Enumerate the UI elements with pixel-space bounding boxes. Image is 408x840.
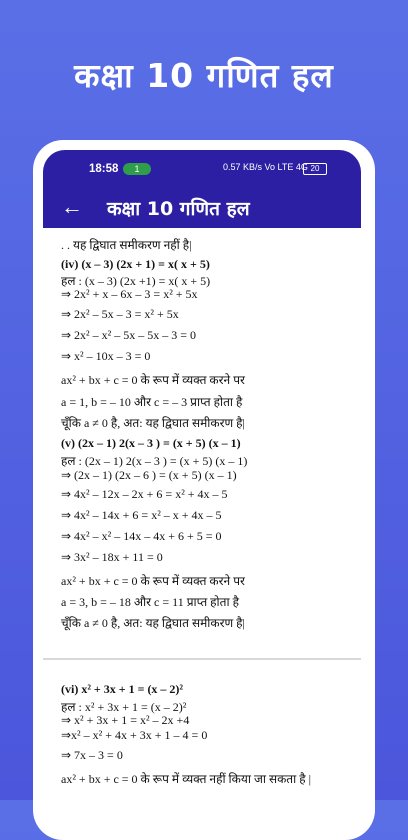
battery-icon: 20 <box>303 163 327 175</box>
question-heading: (v) (2x – 1) 2(x – 3 ) = (x + 5) (x – 1) <box>61 436 241 450</box>
content-line: a = 3, b = – 18 और c = 11 प्राप्त होता है <box>61 595 239 609</box>
content-line: ⇒ x² + 3x + 1 = x² – 2x +4 <box>61 713 190 727</box>
app-screen <box>43 150 361 800</box>
app-bar <box>43 186 361 228</box>
content-line: ⇒ 4x² – 14x + 6 = x² – x + 4x – 5 <box>61 508 222 522</box>
content-line: ax² + bx + c = 0 के रूप में व्यक्त करने पर <box>61 373 245 387</box>
content-line: ⇒ 2x² – x² – 5x – 5x – 3 = 0 <box>61 328 197 342</box>
app-bar-title: कक्षा 10 गणित हल <box>107 198 250 220</box>
content-line: ⇒ (2x – 1) (2x – 6 ) = (x + 5) (x – 1) <box>61 468 237 482</box>
content-line: चूँकि a ≠ 0 है, अत: यह द्विघात समीकरण है| <box>61 416 245 430</box>
content-line: ⇒ 7x – 3 = 0 <box>61 748 123 762</box>
content-line: चूँकि a ≠ 0 है, अत: यह द्विघात समीकरण है| <box>61 616 245 630</box>
content-line: ⇒ 2x² + x – 6x – 3 = x² + 5x <box>61 287 198 301</box>
promo-title: कक्षा 10 गणित हल <box>74 56 334 95</box>
content-line: ax² + bx + c = 0 के रूप में व्यक्त करने पर <box>61 574 245 588</box>
content-line: a = 1, b = – 10 और c = – 3 प्राप्त होता है <box>61 395 243 409</box>
question-heading: (iv) (x – 3) (2x + 1) = x( x + 5) <box>61 257 210 271</box>
content-line: ax² + bx + c = 0 के रूप में व्यक्त नहीं किया जा सकता है | <box>61 772 312 786</box>
status-time: 18:58 <box>89 163 119 175</box>
content-line: ⇒ 3x² – 18x + 11 = 0 <box>61 550 163 564</box>
content-line: हल : (2x – 1) 2(x – 3 ) = (x + 5) (x – 1) <box>61 454 248 468</box>
content-line: . . यह द्विघात समीकरण नहीं है| <box>61 238 192 252</box>
content-line: ⇒ 4x² – 12x – 2x + 6 = x² + 4x – 5 <box>61 487 228 501</box>
content-line: हल : (x – 3) (2x +1) = x( x + 5) <box>61 274 211 288</box>
status-indicators: 0.57 KB/s Vo LTE 4G <box>223 162 308 172</box>
content-line: ⇒ 2x² – 5x – 3 = x² + 5x <box>61 307 179 321</box>
content-line: ⇒ x² – 10x – 3 = 0 <box>61 349 151 363</box>
content-line: हल : x² + 3x + 1 = (x – 2)² <box>61 700 187 714</box>
arrow-left-icon[interactable]: ← <box>61 194 83 219</box>
question-heading: (vi) x² + 3x + 1 = (x – 2)² <box>61 682 184 696</box>
status-bar <box>43 150 361 186</box>
section-divider <box>43 658 361 660</box>
content-line: ⇒x² – x² + 4x + 3x + 1 – 4 = 0 <box>61 728 208 742</box>
content-line: ⇒ 4x² – x² – 14x – 4x + 6 + 5 = 0 <box>61 529 222 543</box>
status-notification-pill: 1 <box>123 163 151 175</box>
solution-content[interactable] <box>43 230 361 800</box>
